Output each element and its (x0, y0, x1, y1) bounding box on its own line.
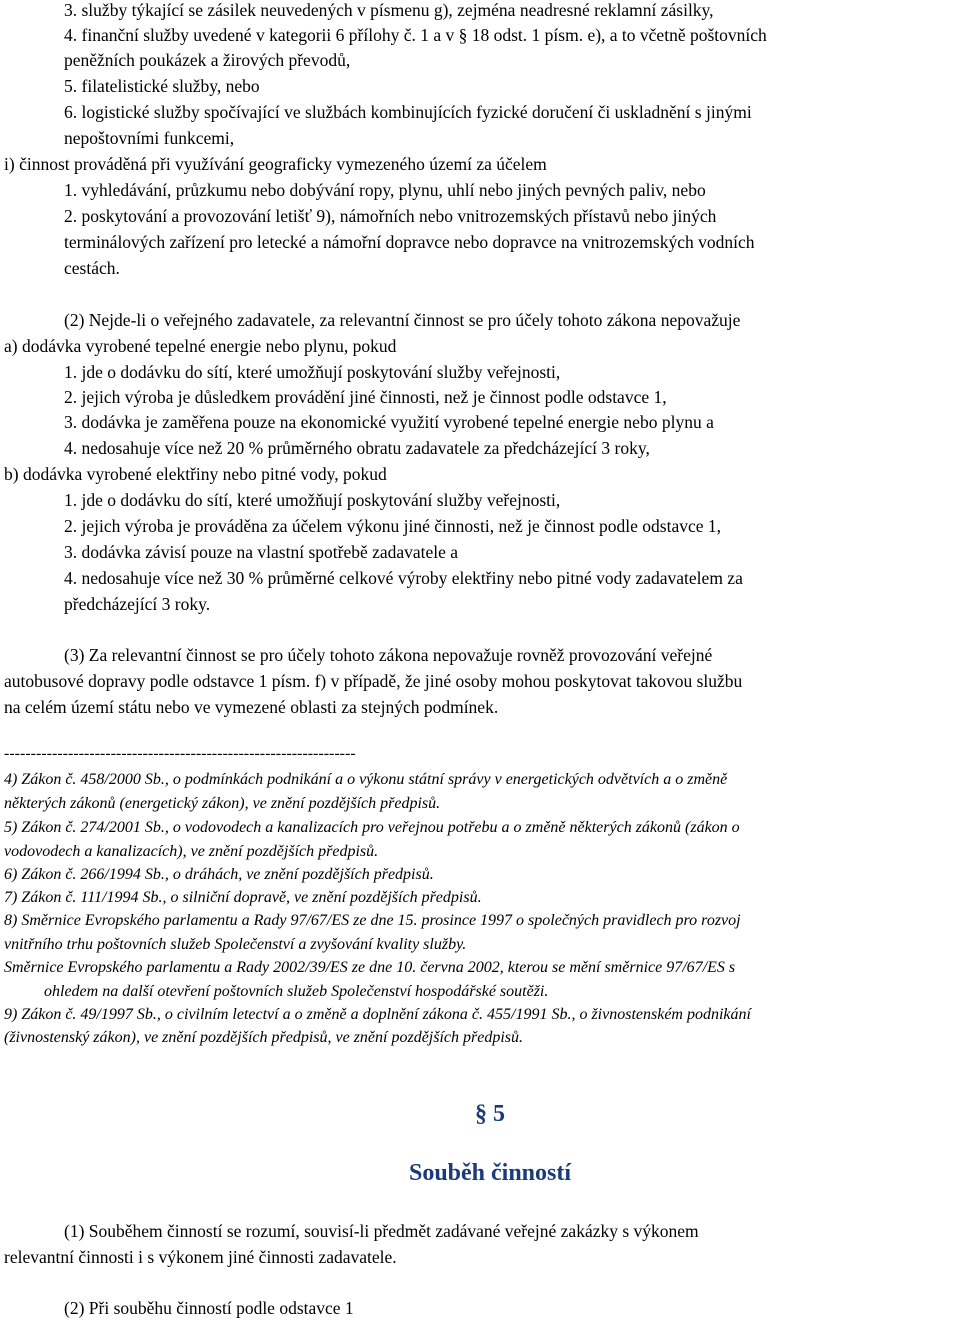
text-line: 2. jejich výroba je důsledkem provádění jiné činnosti, než je činnost podle odstavce 1, (64, 387, 667, 407)
text-line: cestách. (64, 258, 120, 278)
section-number: § 5 (475, 1101, 505, 1127)
footnote-line: některých zákonů (energetický zákon), ve znění pozdějších předpisů. (4, 795, 441, 812)
footnote-line: 8) Směrnice Evropského parlamentu a Rady 97/67/ES ze dne 15. prosince 1997 o společných pravidlech pro rozvoj (4, 912, 741, 929)
text-line: autobusové dopravy podle odstavce 1 písm. f) v případě, že jiné osoby mohou poskytovat takovou službu (4, 671, 743, 691)
text-line: 2. jejich výroba je prováděna za účelem výkonu jiné činnosti, než je činnost podle odstavce 1, (64, 516, 722, 536)
text-line: 1. vyhledávání, průzkumu nebo dobývání ropy, plynu, uhlí nebo jiných pevných paliv, nebo (64, 180, 706, 200)
text-line: 3. dodávka závisí pouze na vlastní spotřebě zadavatele a (64, 542, 459, 562)
paragraph-2-start: (2) Nejde-li o veřejného zadavatele, za relevantní činnost se pro účely tohoto zákona nepovažuje (64, 310, 741, 330)
paragraph-3-start: (3) Za relevantní činnost se pro účely tohoto zákona nepovažuje rovněž provozování veřejné (64, 645, 713, 665)
text-line: peněžních poukázek a žirových převodů, (64, 50, 351, 70)
text-line: předcházející 3 roky. (64, 594, 211, 614)
footnote-line: vnitřního trhu poštovních služeb Společenství a zvyšování kvality služby. (4, 936, 467, 953)
text-line: 1. jde o dodávku do sítí, které umožňují poskytování služby veřejnosti, (64, 362, 561, 382)
text-line: 3. služby týkající se zásilek neuvedených v písmenu g), zejména neadresné reklamní zásilky, (64, 0, 714, 20)
footnote-line: Směrnice Evropského parlamentu a Rady 2002/39/ES ze dne 10. června 2002, kterou se mění směrnice 97/67/ES s (4, 959, 736, 976)
paragraph-2-start: (2) Při souběhu činností podle odstavce 1 (64, 1298, 354, 1318)
text-line: 4. nedosahuje více než 20 % průměrného obratu zadavatele za předcházející 3 roky, (64, 438, 650, 458)
text-line: 1. jde o dodávku do sítí, které umožňují poskytování služby veřejnosti, (64, 490, 561, 510)
text-line: na celém území státu nebo ve vymezené oblasti za stejných podmínek. (4, 697, 499, 717)
footnote-line: ohledem na další otevření poštovních služeb Společenství hospodářské soutěži. (44, 983, 549, 1000)
text-line: 6. logistické služby spočívající ve službách kombinujících fyzické doručení či uskladnění s jinými (64, 102, 752, 122)
text-line: i) činnost prováděná při využívání geograficky vymezeného území za účelem (4, 154, 547, 174)
text-line: 4. nedosahuje více než 30 % průměrné celkové výroby elektřiny nebo pitné vody zadavatelem za (64, 568, 743, 588)
footnote-line: 4) Zákon č. 458/2000 Sb., o podmínkách podnikání a o výkonu státní správy v energetických odvětvích a o změně (4, 771, 728, 788)
text-line: a) dodávka vyrobené tepelné energie nebo plynu, pokud (4, 336, 397, 356)
text-line: terminálových zařízení pro letecké a námořní dopravce nebo dopravce na vnitrozemských vodních (64, 232, 755, 252)
footnote-separator: ------------------------------------------------------------------ (4, 745, 356, 762)
footnote-line: 6) Zákon č. 266/1994 Sb., o dráhách, ve znění pozdějších předpisů. (4, 866, 434, 883)
footnote-line: (živnostenský zákon), ve znění pozdějších předpisů, ve znění pozdějších předpisů. (4, 1029, 524, 1046)
text-line: 2. poskytování a provozování letišť 9), námořních nebo vnitrozemských přístavů nebo jiných (64, 206, 717, 226)
text-line: 4. finanční služby uvedené v kategorii 6 přílohy č. 1 a v § 18 odst. 1 písm. e), a to včetně poštovních (64, 25, 767, 45)
text-line: 3. dodávka je zaměřena pouze na ekonomické využití vyrobené tepelné energie nebo plynu a (64, 412, 714, 432)
footnote-line: 7) Zákon č. 111/1994 Sb., o silniční dopravě, ve znění pozdějších předpisů. (4, 889, 482, 906)
text-line: 5. filatelistické služby, nebo (64, 76, 260, 96)
footnote-line: 5) Zákon č. 274/2001 Sb., o vodovodech a kanalizacích pro veřejnou potřebu a o změně některých zákonů (zákon o (4, 819, 740, 836)
text-line: b) dodávka vyrobené elektřiny nebo pitné vody, pokud (4, 464, 387, 484)
text-line: relevantní činnosti i s výkonem jiné činnosti zadavatele. (4, 1247, 397, 1267)
text-line: nepoštovními funkcemi, (64, 128, 235, 148)
paragraph-1-start: (1) Souběhem činností se rozumí, souvisí-li předmět zadávané veřejné zakázky s výkonem (64, 1221, 699, 1241)
section-title: Souběh činností (408, 1160, 572, 1186)
footnote-line: 9) Zákon č. 49/1997 Sb., o civilním letectví a o změně a doplnění zákona č. 455/1991 Sb., o živnostenském podnikání (4, 1006, 751, 1023)
footnote-line: vodovodech a kanalizacích), ve znění pozdějších předpisů. (4, 843, 379, 860)
